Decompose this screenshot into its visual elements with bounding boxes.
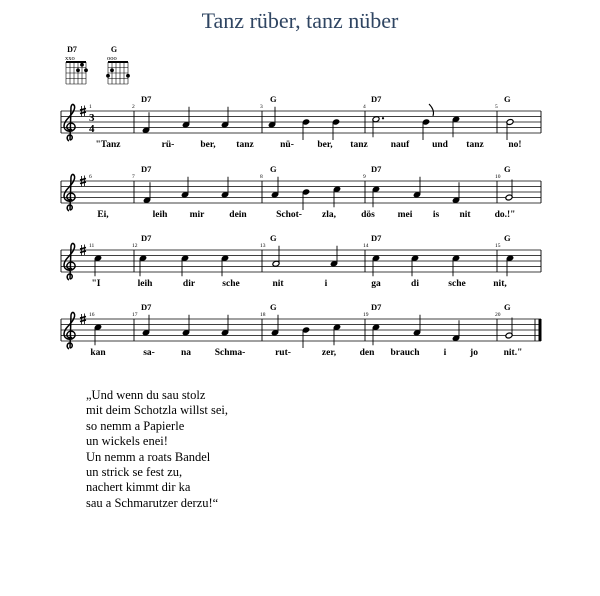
note-flag (429, 104, 434, 116)
sharp-stroke (80, 317, 86, 319)
sharp-stroke (80, 179, 86, 181)
lyric-syllable: kan (90, 348, 106, 358)
chord-symbol: G (270, 302, 277, 312)
measure-number: 7 (132, 174, 135, 180)
sharp-stroke (80, 248, 86, 250)
sharp-stroke (80, 182, 86, 184)
note (181, 177, 189, 198)
lyric-syllable: sche (222, 279, 240, 289)
note (221, 107, 229, 128)
treble-clef-path (64, 174, 75, 211)
note (272, 246, 280, 267)
chord-symbol: D7 (371, 164, 382, 174)
chord-symbol: G (504, 233, 511, 243)
chord-symbol: D7 (141, 302, 152, 312)
measure-number: 18 (260, 312, 266, 318)
lyric-syllable: sa- (143, 348, 155, 358)
note (411, 255, 419, 276)
note (330, 246, 338, 267)
note (221, 177, 229, 198)
lyric-syllable: nit (272, 279, 284, 289)
note (94, 324, 102, 345)
chord-symbol: G (270, 94, 277, 104)
lyric-syllable: ga (371, 279, 381, 289)
dot (382, 117, 384, 119)
note (332, 119, 340, 140)
chord-symbol: G (504, 302, 511, 312)
lyric-syllable: no! (508, 140, 522, 150)
note (452, 255, 460, 276)
lyric-syllable: den (359, 348, 375, 358)
lyric-syllable: sche (448, 279, 466, 289)
measure-number: 1 (89, 104, 92, 110)
finger-dot (80, 63, 84, 67)
lyric-syllable: tanz (236, 140, 254, 150)
lyric-syllable: di (411, 279, 419, 289)
time-signature-numerator: 3 (89, 112, 95, 124)
note (333, 186, 341, 207)
lyric-syllable: und (432, 140, 448, 150)
song-title: Tanz rüber, tanz nüber (201, 8, 399, 33)
measure-number: 4 (363, 104, 366, 110)
note (452, 116, 460, 137)
verse-text (86, 388, 228, 511)
sharp-stroke (80, 251, 86, 253)
lyric-syllable: Schot- (276, 210, 302, 220)
chord-symbol: D7 (371, 302, 382, 312)
note (94, 255, 102, 276)
note (372, 116, 384, 137)
measure-number: 19 (363, 312, 369, 318)
chord-symbol: G (504, 94, 511, 104)
note (506, 255, 514, 276)
measure-number: 20 (495, 312, 501, 318)
lyric-syllable: leih (152, 210, 168, 220)
lyric-syllable: i (324, 279, 328, 289)
finger-dot (76, 68, 80, 72)
lyric-syllable: zer, (321, 348, 337, 358)
note (333, 324, 341, 345)
treble-clef-icon (64, 243, 75, 280)
lyric-syllable: dir (182, 279, 196, 289)
lyric-syllable: i (443, 348, 447, 358)
lyric-syllable: is (432, 210, 440, 220)
note (302, 189, 310, 210)
chord-symbol: D7 (371, 94, 382, 104)
finger-dot (84, 68, 88, 72)
lyric-syllable: rut- (275, 348, 291, 358)
lyric-syllable: rü- (161, 140, 175, 150)
lyric-syllable: zla, (322, 210, 336, 220)
note (452, 182, 460, 203)
note (302, 119, 310, 140)
lyric-syllable: "Tanz (95, 140, 121, 150)
note (142, 112, 150, 133)
lyric-syllable: na (180, 348, 192, 358)
lyric-syllable: Ei, (97, 210, 109, 220)
note (221, 315, 229, 336)
finger-dot (110, 68, 114, 72)
note (372, 186, 380, 207)
note (413, 177, 421, 198)
note (143, 182, 151, 203)
note (181, 255, 189, 276)
chord-symbol: D7 (371, 233, 382, 243)
measure-number: 14 (363, 243, 369, 249)
verse-line: so nemm a Papierle (86, 418, 185, 433)
note (505, 180, 513, 201)
treble-clef-icon (64, 104, 75, 141)
verse-line: sau a Schmarutzer derzu!“ (86, 495, 219, 510)
lyric-syllable: nit, (493, 279, 507, 289)
sharp-stroke (80, 112, 86, 114)
note (372, 255, 380, 276)
treble-clef-path (64, 243, 75, 280)
time-signature-denominator: 4 (89, 123, 95, 135)
note (271, 315, 279, 336)
measure-number: 2 (132, 104, 135, 110)
measure-number: 15 (495, 243, 501, 249)
measure-number: 17 (132, 312, 138, 318)
sharp-stroke (80, 109, 86, 111)
measure-number: 13 (260, 243, 266, 249)
chord-symbol: D7 (141, 233, 152, 243)
measure-number: 3 (260, 104, 263, 110)
verse-line: nachert kimmt dir ka (86, 480, 191, 495)
note (182, 315, 190, 336)
lyric-syllable: tanz (466, 140, 484, 150)
note (182, 107, 190, 128)
note (142, 315, 150, 336)
chord-symbol: G (504, 164, 511, 174)
treble-clef-path (64, 312, 75, 349)
lyric-syllable: nit (459, 210, 471, 220)
lyric-syllable: dös (361, 210, 375, 220)
treble-clef-icon (64, 174, 75, 211)
open-string-marks: ooo (107, 55, 117, 62)
lyric-syllable: brauch (390, 348, 420, 358)
lyric-syllable: ber, (317, 140, 333, 150)
chord-diagram-name: D7 (67, 45, 77, 54)
chord-symbol: D7 (141, 164, 152, 174)
measure-number: 12 (132, 243, 138, 249)
chord-symbol: G (270, 233, 277, 243)
lyric-syllable: ber, (200, 140, 216, 150)
chord-symbol: G (270, 164, 277, 174)
lyric-syllable: nauf (390, 140, 410, 150)
lyric-syllable: tanz (350, 140, 368, 150)
sharp-stroke (80, 320, 86, 322)
lyric-syllable: mir (189, 210, 205, 220)
chord-symbol: D7 (141, 94, 152, 104)
lyric-syllable: dein (229, 210, 247, 220)
note (413, 315, 421, 336)
lyric-syllable: nit." (503, 348, 523, 358)
lyric-syllable: Schma- (214, 348, 246, 358)
measure-number: 16 (89, 312, 95, 318)
note (221, 255, 229, 276)
finger-dot (106, 74, 110, 78)
note (268, 107, 276, 128)
lyric-syllable: do.!" (494, 210, 516, 220)
measure-number: 11 (89, 243, 95, 249)
note (302, 327, 310, 348)
verse-line: un wickels enei! (86, 434, 168, 449)
lyric-syllable: leih (137, 279, 153, 289)
note (505, 318, 513, 339)
measure-number: 6 (89, 174, 92, 180)
note (372, 324, 380, 345)
note (271, 177, 279, 198)
measure-number: 5 (495, 104, 498, 110)
chord-diagram-name: G (110, 45, 118, 54)
finger-dot (126, 74, 130, 78)
verse-line: mit deim Schotzla willst sei, (86, 403, 228, 418)
lyric-syllable: mei (397, 210, 413, 220)
verse-line: „Und wenn du sau stolz (86, 388, 206, 402)
note (506, 119, 514, 140)
open-string-marks: xxo (65, 55, 75, 62)
lyric-syllable: nü- (280, 140, 294, 150)
measure-number: 8 (260, 174, 263, 180)
treble-clef-icon (64, 312, 75, 349)
note (452, 320, 460, 341)
note (139, 255, 147, 276)
verse-line: un strick se fest zu, (86, 465, 183, 480)
lyric-syllable: "I (91, 279, 101, 289)
measure-number: 10 (495, 174, 501, 180)
verse-line: Un nemm a roats Bandel (86, 449, 211, 464)
measure-number: 9 (363, 174, 366, 180)
treble-clef-path (64, 104, 75, 141)
lyric-syllable: jo (470, 348, 478, 358)
